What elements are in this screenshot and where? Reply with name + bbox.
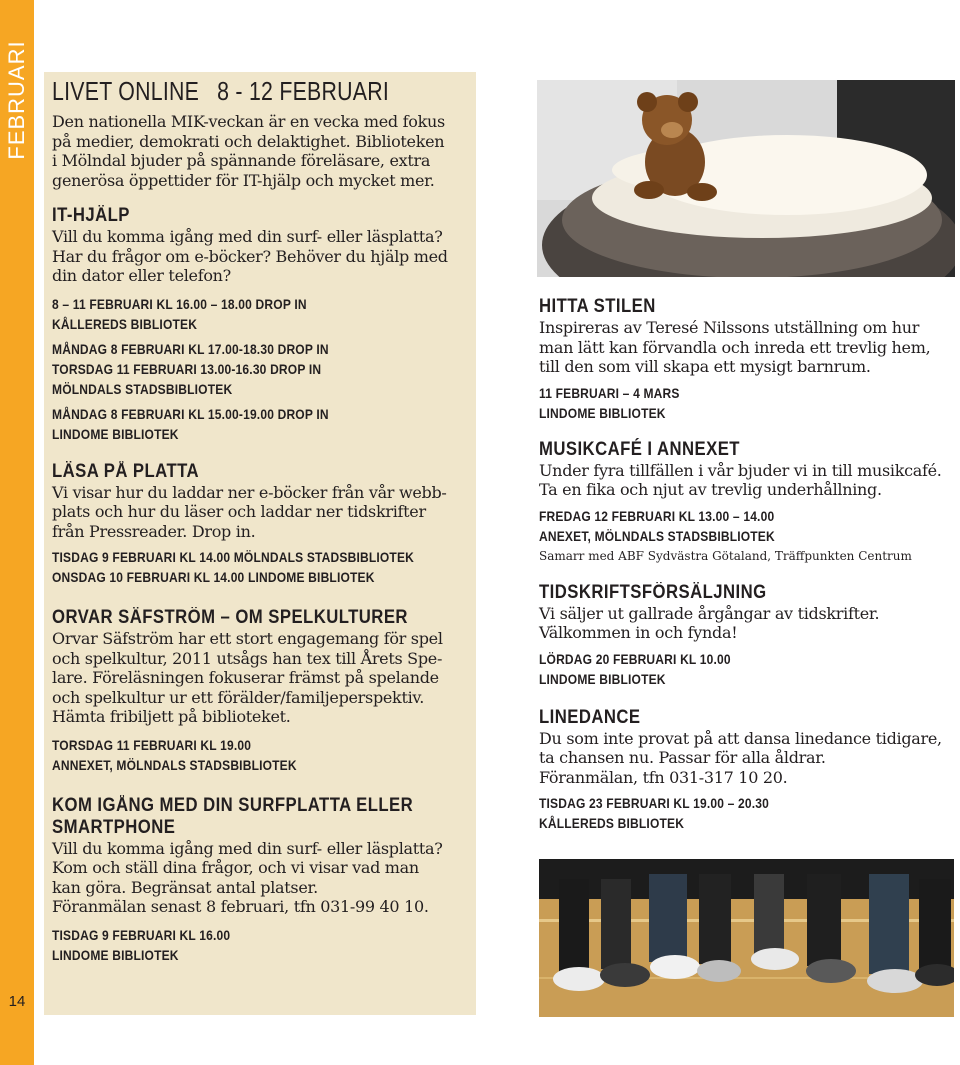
intro-text xyxy=(52,112,476,190)
event-body-line: Ta en fika och njut av trevlig underhållning. xyxy=(539,480,882,499)
event-body-line: till den som vill skapa ett mysigt barnrum. xyxy=(539,357,871,376)
event-it-help xyxy=(52,205,476,444)
event-venue-line: LINDOME BIBLIOTEK xyxy=(52,425,179,442)
right-column xyxy=(539,296,954,833)
event-heading: LÄSA PÅ PLATTA xyxy=(52,460,200,482)
event-body-line: Föranmälan, tfn 031-317 10 20. xyxy=(539,767,788,787)
event-heading: KOM IGÅNG MED DIN SURFPLATTA ELLER xyxy=(52,794,414,816)
event-date-line: TORSDAG 11 FEBRUARI 13.00-16.30 DROP IN xyxy=(52,360,322,377)
event-body-line: Hämta fribiljett på biblioteket. xyxy=(52,707,291,726)
event-venue-line: ANNEXET, MÖLNDALS STADSBIBLIOTEK xyxy=(52,756,297,773)
event-lasa-pa-platta xyxy=(52,461,476,588)
event-heading: ORVAR SÄFSTRÖM – OM SPELKULTURER xyxy=(52,607,408,628)
event-body-line: Inspireras av Teresé Nilssons utställning om hur xyxy=(539,318,920,337)
event-venue-line: LINDOME BIBLIOTEK xyxy=(539,670,666,687)
intro-line: på medier, demokrati och delaktighet. Biblioteken xyxy=(52,131,445,151)
event-body-line: kan göra. Begränsat antal platser. xyxy=(52,877,318,897)
event-linedance xyxy=(539,707,954,834)
event-venue-line: KÅLLEREDS BIBLIOTEK xyxy=(52,315,198,332)
event-date-line: TORSDAG 11 FEBRUARI KL 19.00 xyxy=(52,736,252,753)
event-note: Samarr med ABF Sydvästra Götaland, Träffpunkten Centrum xyxy=(539,548,912,563)
event-venue-line: KÅLLEREDS BIBLIOTEK xyxy=(539,815,685,831)
event-venue-line: LINDOME BIBLIOTEK xyxy=(52,946,179,963)
event-body-line: och spelkultur, 2011 utsågs han tex till Årets Spe- xyxy=(52,648,443,668)
event-heading: SMARTPHONE xyxy=(52,816,176,838)
event-venue-line: LINDOME BIBLIOTEK xyxy=(539,404,666,421)
event-body-line: Du som inte provat på att dansa linedance tidigare, xyxy=(539,728,942,748)
event-body-line: Har du frågor om e-böcker? Behöver du hjälp med xyxy=(52,246,448,266)
event-body-line: ta chansen nu. Passar för alla åldrar. xyxy=(539,748,826,767)
intro-line: Den nationella MIK-veckan är en vecka med fokus xyxy=(52,112,445,131)
event-body-line: Vill du komma igång med din surf- eller läsplatta? xyxy=(52,227,443,246)
left-column xyxy=(52,75,476,965)
event-heading: MUSIKCAFÉ I ANNEXET xyxy=(539,438,740,460)
event-heading: IT-HJÄLP xyxy=(52,205,130,226)
month-sidebar xyxy=(0,0,34,1065)
intro-line: generösa öppettider för IT-hjälp och mycket mer. xyxy=(52,170,435,190)
event-date-line: ONSDAG 10 FEBRUARI KL 14.00 LINDOME BIBLIOTEK xyxy=(52,569,375,585)
intro-line: i Mölndal bjuder på spännande föreläsare, extra xyxy=(52,151,431,170)
event-heading: TIDSKRIFTSFÖRSÄLJNING xyxy=(539,581,767,603)
event-date-line: MÅNDAG 8 FEBRUARI KL 17.00-18.30 DROP IN xyxy=(52,340,329,357)
event-body-line: Välkommen in och fynda! xyxy=(539,623,738,642)
event-hitta-stilen xyxy=(539,296,954,423)
page-title-dates: 8 - 12 FEBRUARI xyxy=(217,76,390,106)
event-body-line: din dator eller telefon? xyxy=(52,266,231,285)
event-date-line: 11 FEBRUARI – 4 MARS xyxy=(539,384,680,401)
event-tidskriftsforsaljning xyxy=(539,582,954,689)
event-body-line: Orvar Säfström har ett stort engagemang för spel xyxy=(52,629,443,648)
event-venue-line: MÖLNDALS STADSBIBLIOTEK xyxy=(52,380,233,397)
month-label: FEBRUARI xyxy=(4,40,29,160)
event-heading: HITTA STILEN xyxy=(539,296,656,317)
event-body-line: från Pressreader. Drop in. xyxy=(52,521,256,541)
event-body-line: man lätt kan förvandla och inreda ett trevlig hem, xyxy=(539,337,931,357)
event-date-line: TISDAG 23 FEBRUARI KL 19.00 – 20.30 xyxy=(539,795,769,811)
event-musikcafe xyxy=(539,439,954,566)
event-body-line: Under fyra tillfällen i vår bjuder vi in till musikcafé. xyxy=(539,460,942,480)
event-body-line: Kom och ställ dina frågor, och vi visar vad man xyxy=(52,858,419,877)
page-title xyxy=(52,75,400,107)
page-title-text: LIVET ONLINE xyxy=(52,76,200,106)
event-orvar-safstrom xyxy=(52,607,476,775)
event-date-line: TISDAG 9 FEBRUARI KL 14.00 MÖLNDALS STADSBIBLIOTEK xyxy=(52,549,415,565)
event-date-line: 8 – 11 FEBRUARI KL 16.00 – 18.00 DROP IN xyxy=(52,295,307,312)
event-venue-line: ANEXET, MÖLNDALS STADSBIBLIOTEK xyxy=(539,527,775,544)
event-body-line: Vi säljer ut gallrade årgångar av tidskrifter. xyxy=(539,603,880,623)
event-body-line: lare. Föreläsningen fokuserar främst på spelande xyxy=(52,668,439,687)
event-body-line: och spelkultur ur ett förälder/familjeperspektiv. xyxy=(52,687,425,707)
event-date-line: TISDAG 9 FEBRUARI KL 16.00 xyxy=(52,926,231,943)
event-date-line: MÅNDAG 8 FEBRUARI KL 15.00-19.00 DROP IN xyxy=(52,405,329,422)
event-body-line: Föranmälan senast 8 februari, tfn 031-99 40 10. xyxy=(52,897,429,916)
linedance-feet-photo xyxy=(539,859,954,1017)
page-number: 14 xyxy=(8,993,26,1010)
event-body-line: plats och hur du läser och laddar ner tidskrifter xyxy=(52,502,426,521)
teddy-bear-bed-photo xyxy=(537,80,955,277)
event-heading: LINEDANCE xyxy=(539,706,641,728)
event-date-line: LÖRDAG 20 FEBRUARI KL 10.00 xyxy=(539,650,731,667)
event-body-line: Vi visar hur du laddar ner e-böcker från vår webb- xyxy=(52,482,447,502)
event-body-line: Vill du komma igång med din surf- eller läsplatta? xyxy=(52,838,443,858)
event-date-line: FREDAG 12 FEBRUARI KL 13.00 – 14.00 xyxy=(539,507,775,524)
event-kom-igang xyxy=(52,795,476,965)
